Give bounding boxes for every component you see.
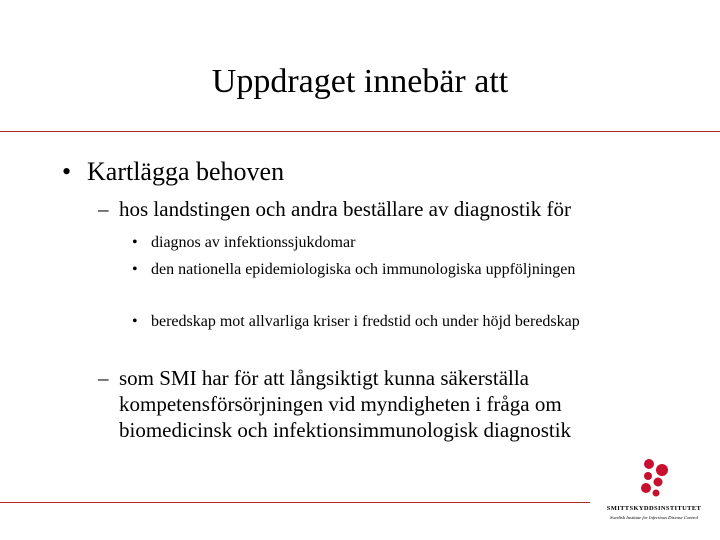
bullet-item	[62, 156, 284, 188]
sub-bullet-item	[98, 365, 658, 443]
slide-title: Uppdraget innebär att	[211, 63, 509, 100]
sub-sub-bullet-text: diagnos av infektionssjukdomar	[151, 234, 356, 251]
sub-sub-bullet-item	[132, 258, 612, 281]
bullet-text: Kartlägga behoven	[87, 157, 285, 186]
sub-bullet-item	[98, 196, 658, 222]
sub-sub-bullet-item	[132, 231, 612, 254]
sub-sub-bullet-text: den nationella epidemiologiska och immunologiska uppföljningen	[151, 261, 576, 278]
dash-symbol: –	[98, 366, 109, 390]
logo-subtitle: Swedish Institute for Infectious Disease Control	[610, 515, 698, 520]
smi-red-dots-logo-icon	[638, 458, 674, 498]
bullet-symbol: •	[62, 157, 72, 186]
logo-name: SMITTSKYDDSINSTITUTET	[606, 505, 702, 512]
smi-logo	[598, 458, 718, 528]
bullet-symbol: •	[132, 234, 138, 251]
bullet-symbol: •	[132, 261, 138, 278]
sub-bullet-text: som SMI har för att långsiktigt kunna säkerställa kompetensförsörjningen vid myndigheten i fråga om biomedicinsk och infektionsimmunologisk diagnostik	[119, 366, 572, 442]
sub-sub-bullet-text: beredskap mot allvarliga kriser i fredstid och under höjd beredskap	[151, 313, 580, 330]
sub-sub-bullet-item	[132, 310, 612, 333]
dash-symbol: –	[98, 197, 109, 221]
footer-divider	[0, 502, 590, 503]
sub-bullet-text: hos landstingen och andra beställare av diagnostik för	[119, 197, 571, 221]
bullet-symbol: •	[132, 313, 138, 330]
title-divider	[0, 131, 720, 132]
